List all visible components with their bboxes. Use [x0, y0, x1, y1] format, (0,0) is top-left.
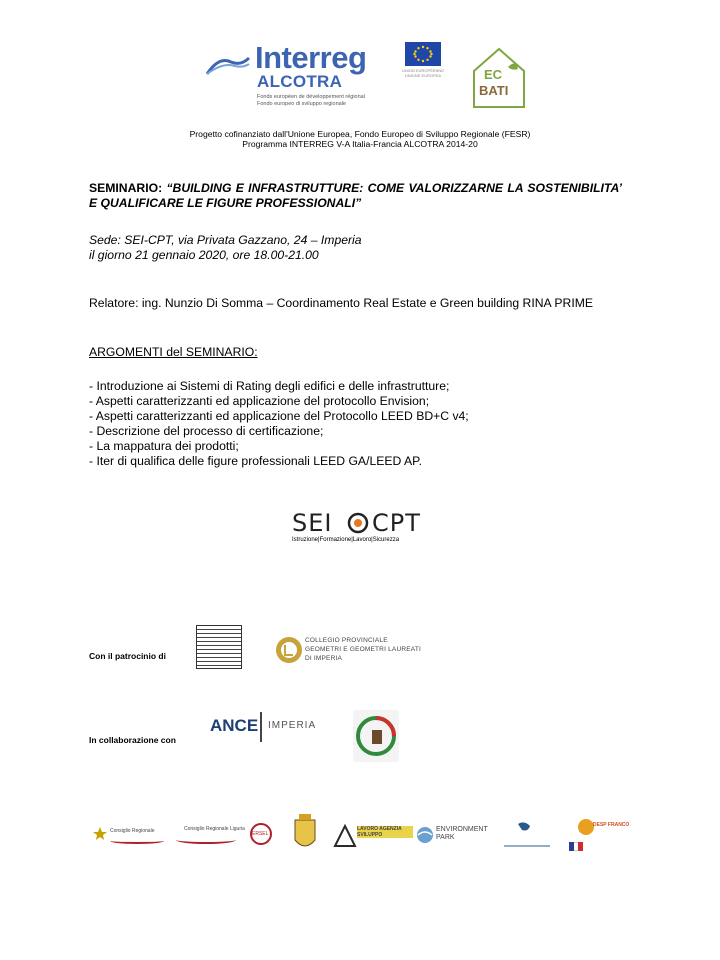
- patrocinio-label: Con il patrocinio di: [89, 651, 166, 661]
- partner-logo-7: [500, 818, 554, 854]
- star-icon: [92, 826, 108, 842]
- fund-fr: Fonds européen de développement régional: [257, 94, 365, 100]
- french-flag-icon: [569, 842, 583, 851]
- fund-it: Fondo europeo di sviluppo regionale: [257, 101, 346, 107]
- funding-line-1: Progetto cofinanziato dall'Unione Europea, Fondo Europeo di Sviluppo Regionale (FESR): [189, 129, 531, 139]
- seicpt-logo: [292, 509, 432, 549]
- seminar-label: SEMINARIO:: [89, 181, 163, 195]
- interreg-alcotra-logo: [205, 40, 445, 110]
- eu-caption: UNION EUROPÉENNE UNIONE EUROPEA: [401, 68, 444, 78]
- partner-1-name: Consiglio Regionale: [110, 828, 155, 834]
- partner-3-name: ERSEL: [252, 831, 269, 837]
- list-item: - Iter di qualifica delle figure professionali LEED GA/LEED AP.: [89, 454, 423, 468]
- regional-logo-icon: [500, 818, 554, 854]
- seminar-venue: [89, 233, 622, 263]
- funding-statement: [100, 129, 620, 149]
- partner-logo-3: [246, 820, 278, 850]
- venue-line: Sede: SEI-CPT, via Privata Gazzano, 24 – Imperia: [89, 233, 362, 247]
- eu-stars-icon: [405, 42, 441, 66]
- seicpt-right: CPT: [372, 509, 421, 537]
- alcotra-name: ALCOTRA: [257, 72, 343, 91]
- list-item: - Aspetti caratterizzanti ed applicazione del Protocollo LEED BD+C v4;: [89, 409, 469, 423]
- collegio-emblem-icon: [275, 636, 303, 664]
- interreg-name: Interreg: [255, 40, 367, 75]
- partner-logo-8: [563, 816, 630, 854]
- ance-city: IMPERIA: [268, 720, 317, 731]
- consortium-emblem-icon: [353, 710, 399, 762]
- seminar-title-text: “BUILDING E INFRASTRUTTURE: COME VALORIZZARNE LA SOSTENIBILITA’ E QUALIFICARE LE FIGURE PROFESSIONALI”: [89, 181, 622, 210]
- topics-heading: ARGOMENTI del SEMINARIO:: [89, 345, 258, 359]
- partner-logo-4: [289, 812, 321, 856]
- ance-imperia-logo: [210, 712, 320, 742]
- partner-logo-1: [92, 822, 168, 850]
- partner-5-name: LAVORO AGENZIA SVILUPPO: [357, 826, 413, 838]
- funding-line-2: Programma INTERREG V-A Italia-Francia ALCOTRA 2014-20: [242, 139, 478, 149]
- seicpt-circle-icon: [347, 512, 369, 534]
- coat-of-arms-icon: [289, 812, 321, 856]
- ance-divider: [260, 712, 262, 742]
- consortium-logo: [353, 710, 399, 762]
- partner-logo-6: [416, 824, 496, 848]
- date-line: il giorno 21 gennaio 2020, ore 18.00-21.00: [89, 248, 319, 262]
- partner-logo-2: [176, 822, 245, 850]
- interreg-wave-icon: [205, 52, 251, 76]
- seicpt-tagline: Istruzione|Formazione|Lavoro|Sicurezza: [292, 537, 400, 543]
- ance-name: ANCE: [210, 716, 259, 735]
- lavoro-emblem-icon: [333, 824, 357, 848]
- partner-8-name: DESP FRANCO: [593, 822, 630, 828]
- list-item: - Descrizione del processo di certificazione;: [89, 424, 324, 438]
- topics-list: [89, 379, 469, 469]
- collegio-line-1: COLLEGIO PROVINCIALE: [305, 637, 388, 644]
- ordine-logo: [196, 625, 242, 669]
- list-item: - La mappatura dei prodotti;: [89, 439, 239, 453]
- partner-1-swoosh: [110, 838, 164, 844]
- ecobati-top: EC: [484, 67, 503, 82]
- list-item: - Aspetti caratterizzanti ed applicazione del protocollo Envision;: [89, 394, 430, 408]
- ecobati-logo: [470, 45, 528, 109]
- partner-2-name: Consiglio Regionale Liguria: [184, 826, 245, 832]
- seminar-title: [89, 181, 622, 211]
- speaker: Relatore: ing. Nunzio Di Somma – Coordinamento Real Estate e Green building RINA PRIME: [89, 296, 593, 310]
- collegio-line-3: DI IMPERIA: [305, 655, 343, 662]
- partner-2-swoosh: [176, 836, 236, 844]
- env-park-icon: [416, 826, 434, 844]
- eu-flag-icon: [405, 42, 441, 66]
- collegio-line-2: GEOMETRI E GEOMETRI LAUREATI: [305, 646, 421, 653]
- collaborazione-label: In collaborazione con: [89, 735, 176, 745]
- partner-logo-5: [333, 822, 413, 850]
- ecobati-bottom: BATI: [479, 83, 509, 98]
- collegio-geometri-logo: [275, 634, 421, 668]
- seicpt-left: SEI: [292, 509, 333, 537]
- list-item: - Introduzione ai Sistemi di Rating degli edifici e delle infrastrutture;: [89, 379, 450, 393]
- partner-6-name: ENVIRONMENT PARK: [436, 826, 488, 841]
